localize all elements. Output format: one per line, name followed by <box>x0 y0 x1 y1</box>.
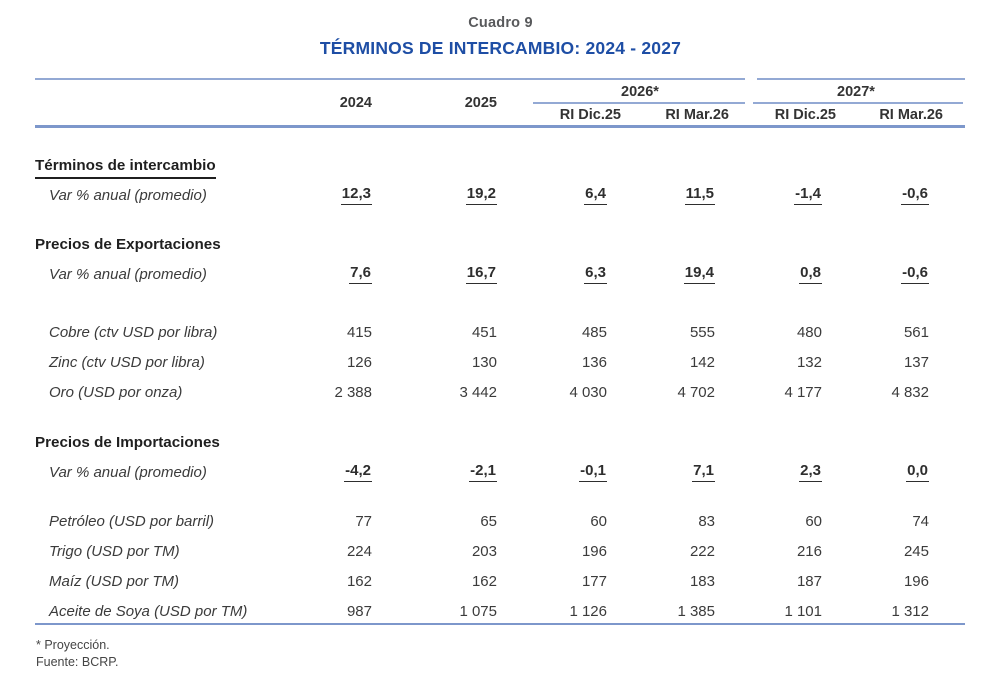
value-cell: 196 <box>581 542 607 560</box>
data-row-trigo <box>35 536 932 566</box>
value-cell: 4 030 <box>569 383 607 401</box>
value-cell: 222 <box>689 542 715 560</box>
subcolumn-header-2027-dic25 <box>718 104 836 126</box>
column-header-2025: 2025 <box>464 95 497 111</box>
subcolumn-header-2027-mar26-label: RI Mar.26 <box>879 107 943 123</box>
row-label: Cobre (ctv USD por libra) <box>49 323 218 341</box>
value-cell: 177 <box>581 572 607 590</box>
value-cell: 561 <box>903 323 929 341</box>
value-cell: 4 702 <box>677 383 715 401</box>
section-title-row-importaciones <box>35 427 932 457</box>
value-cell: 203 <box>471 542 497 560</box>
value-cell: 11,5 <box>610 180 718 210</box>
data-row-terminos-var <box>35 180 932 210</box>
value-cell: 183 <box>689 572 715 590</box>
value-cell: -0,6 <box>825 180 932 210</box>
value-cell: 3 442 <box>459 383 497 401</box>
subcolumn-header-2026-dic25 <box>500 104 621 126</box>
value-cell: 74 <box>912 512 929 530</box>
value-cell: 480 <box>796 323 822 341</box>
section-title: Precios de Importaciones <box>35 433 220 451</box>
row-label: Zinc (ctv USD por libra) <box>49 353 205 371</box>
row-label: Petróleo (USD por barril) <box>49 512 215 530</box>
data-row-aceite-de-soya <box>35 596 932 626</box>
data-row-oro <box>35 377 932 407</box>
data-row-importaciones-var <box>35 457 932 487</box>
value-cell: 16,7 <box>375 259 500 289</box>
value-cell: 987 <box>346 602 372 620</box>
value-cell: 132 <box>796 353 822 371</box>
value-cell: 65 <box>480 512 497 530</box>
group-header-2026-label: 2026* <box>621 84 659 100</box>
value-cell: 60 <box>805 512 822 530</box>
subcolumn-header-2027-mar26 <box>825 104 943 126</box>
data-row-petroleo <box>35 506 932 536</box>
header-row-groups <box>35 80 932 104</box>
data-row-maiz <box>35 566 932 596</box>
column-header-2024: 2024 <box>339 95 372 111</box>
value-cell: 162 <box>346 572 372 590</box>
section-title <box>35 150 932 180</box>
value-cell: 1 385 <box>677 602 715 620</box>
value-cell: 126 <box>346 353 372 371</box>
value-cell: 2,3 <box>718 457 825 487</box>
spacer-row <box>35 126 932 150</box>
value-cell: 1 312 <box>891 602 929 620</box>
row-label: Var % anual (promedio) <box>49 265 207 283</box>
section-title-row-terminos <box>35 150 932 180</box>
subcolumn-header-2026-mar26-label: RI Mar.26 <box>665 107 729 123</box>
spacer-row <box>35 487 932 506</box>
value-cell: 224 <box>346 542 372 560</box>
value-cell: -1,4 <box>718 180 825 210</box>
value-cell: 1 075 <box>459 602 497 620</box>
value-cell: 19,2 <box>375 180 500 210</box>
value-cell: 555 <box>689 323 715 341</box>
value-cell: 162 <box>471 572 497 590</box>
value-cell: 415 <box>346 323 372 341</box>
value-cell: 60 <box>590 512 607 530</box>
value-cell: 6,3 <box>500 259 610 289</box>
value-cell: 142 <box>689 353 715 371</box>
table-title: TÉRMINOS DE INTERCAMBIO: 2024 - 2027 <box>319 38 682 58</box>
row-label: Var % anual (promedio) <box>49 463 207 481</box>
row-label: Var % anual (promedio) <box>49 186 207 204</box>
value-cell: 1 126 <box>569 602 607 620</box>
value-cell: 0,8 <box>718 259 825 289</box>
value-cell: 245 <box>903 542 929 560</box>
value-cell: 2 388 <box>334 383 372 401</box>
value-cell: 0,0 <box>825 457 932 487</box>
corner-header-cell <box>35 80 285 126</box>
footnotes <box>36 637 118 670</box>
value-cell: 216 <box>796 542 822 560</box>
value-cell: 7,6 <box>285 259 375 289</box>
value-cell: 451 <box>471 323 497 341</box>
spacer-row <box>35 210 932 229</box>
data-row-cobre <box>35 317 932 347</box>
section-title-row-exportaciones <box>35 229 932 259</box>
data-row-zinc <box>35 347 932 377</box>
data-row-exportaciones-var <box>35 259 932 289</box>
value-cell: -0,6 <box>825 259 932 289</box>
group-header-2026 <box>500 80 718 104</box>
section-title: Precios de Exportaciones <box>35 235 221 253</box>
spacer-row <box>35 289 932 317</box>
value-cell: -0,1 <box>500 457 610 487</box>
value-cell: 136 <box>581 353 607 371</box>
row-label: Oro (USD por onza) <box>49 383 183 401</box>
value-cell: -4,2 <box>285 457 375 487</box>
value-cell: 4 177 <box>784 383 822 401</box>
value-cell: 7,1 <box>610 457 718 487</box>
subcolumn-header-2026-dic25-label: RI Dic.25 <box>559 107 621 123</box>
value-cell: 83 <box>698 512 715 530</box>
table-caption: Cuadro 9 <box>468 15 533 31</box>
group-header-2027-label: 2027* <box>837 84 875 100</box>
subcolumn-header-2026-mar26 <box>610 104 729 126</box>
section-title-text: Términos de intercambio <box>35 157 216 179</box>
value-cell: 6,4 <box>500 180 610 210</box>
spacer-row <box>35 407 932 427</box>
value-cell: 187 <box>796 572 822 590</box>
value-cell: 19,4 <box>610 259 718 289</box>
value-cell: 130 <box>471 353 497 371</box>
row-label: Trigo (USD por TM) <box>49 542 180 560</box>
footnote-projection: * Proyección. <box>36 638 110 652</box>
value-cell: 77 <box>355 512 372 530</box>
group-header-2027 <box>718 80 932 104</box>
row-label: Maíz (USD por TM) <box>49 572 180 590</box>
value-cell: 1 101 <box>784 602 822 620</box>
value-cell: 137 <box>903 353 929 371</box>
value-cell: 196 <box>903 572 929 590</box>
terms-of-trade-table <box>35 80 943 626</box>
row-label: Aceite de Soya (USD por TM) <box>49 602 248 620</box>
subcolumn-header-2027-dic25-label: RI Dic.25 <box>774 107 836 123</box>
footnote-source: Fuente: BCRP. <box>36 654 119 669</box>
value-cell: 485 <box>581 323 607 341</box>
value-cell: 4 832 <box>891 383 929 401</box>
value-cell: -2,1 <box>375 457 500 487</box>
value-cell: 12,3 <box>285 180 375 210</box>
